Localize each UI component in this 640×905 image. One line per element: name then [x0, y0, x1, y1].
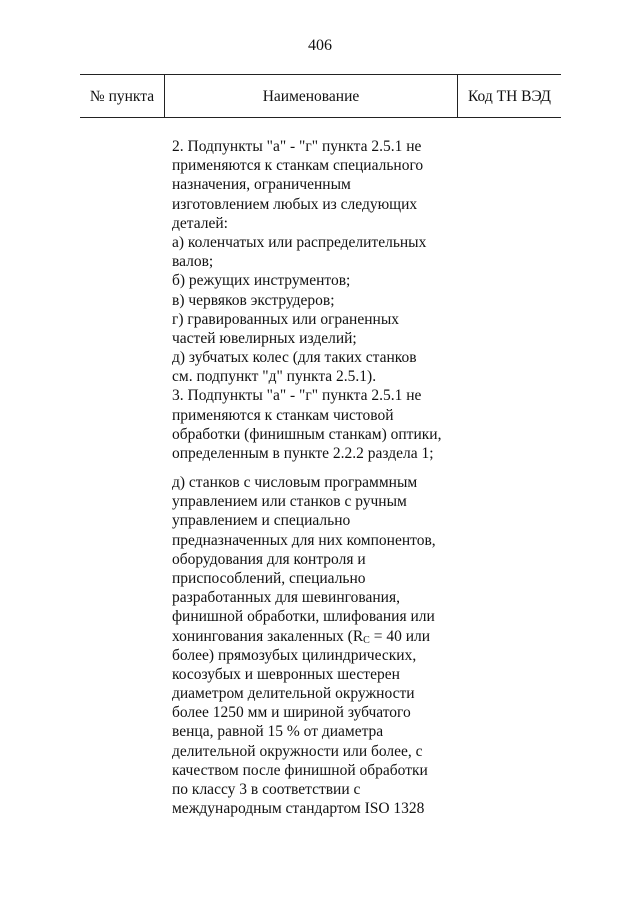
table-top-rule — [80, 74, 561, 75]
text-line: изготовлением любых из следующих — [172, 195, 418, 213]
text-line: оборудования для контроля и — [172, 550, 366, 568]
text-line: валов; — [172, 253, 214, 271]
hardness-text-line — [172, 627, 436, 646]
note-block-2-3 — [172, 137, 441, 463]
item-d-block — [172, 473, 436, 818]
hardness-subscript: C — [363, 634, 370, 646]
text-line: более) прямозубых цилиндрических, — [172, 646, 417, 664]
text-line: в) червяков экструдеров; — [172, 291, 335, 309]
text-line: деталей: — [172, 214, 228, 232]
hardness-text-before: хонингования закаленных (R — [172, 627, 364, 645]
text-line: предназначенных для них компонентов, — [172, 531, 436, 549]
text-line: 2. Подпункты "а" - "г" пункта 2.5.1 не — [172, 138, 422, 155]
text-line: определенным в пункте 2.2.2 раздела 1; — [172, 445, 434, 462]
text-line: разработанных для шевингования, — [172, 589, 400, 607]
text-line: приспособлений, специально — [172, 569, 366, 587]
header-col-number: № пункта — [89, 88, 155, 105]
text-line: г) гравированных или ограненных — [172, 310, 399, 328]
text-line: применяются к станкам специального — [172, 157, 424, 175]
text-line: косозубых и шевронных шестерен — [172, 665, 400, 683]
text-line: качеством после финишной обработки — [172, 761, 428, 779]
table-header-bottom-rule — [80, 117, 561, 118]
text-line: см. подпункт "д" пункта 2.5.1). — [172, 368, 377, 386]
text-line: д) станков с числовым программным — [172, 474, 418, 491]
text-line: диаметром делительной окружности — [172, 685, 415, 703]
text-line: управлением и специально — [172, 512, 351, 530]
header-col-code: Код ТН ВЭД — [467, 88, 551, 105]
text-line: финишной обработки, шлифования или — [172, 608, 435, 626]
hardness-text-after: = 40 или — [369, 627, 431, 645]
text-line: частей ювелирных изделий; — [172, 329, 357, 347]
header-col-name: Наименование — [262, 88, 360, 105]
text-line: назначения, ограниченным — [172, 176, 351, 194]
text-line: обработки (финишным станкам) оптики, — [172, 425, 442, 443]
text-line: применяются к станкам чистовой — [172, 406, 394, 424]
text-line: б) режущих инструментов; — [172, 272, 351, 290]
text-line: д) зубчатых колес (для таких станков — [172, 349, 417, 367]
text-line: более 1250 мм и шириной зубчатого — [172, 704, 411, 722]
text-line: по классу 3 в соответствии с — [172, 781, 361, 798]
text-line: а) коленчатых или распределительных — [172, 233, 427, 251]
text-line: управлением или станков с ручным — [172, 493, 407, 511]
page-number: 406 — [308, 37, 332, 54]
text-line: международным стандартом ISO 1328 — [172, 800, 425, 818]
text-line: венца, равной 15 % от диаметра — [172, 723, 384, 741]
text-line: 3. Подпункты "а" - "г" пункта 2.5.1 не — [172, 387, 422, 405]
text-line: делительной окружности или более, с — [172, 742, 423, 760]
